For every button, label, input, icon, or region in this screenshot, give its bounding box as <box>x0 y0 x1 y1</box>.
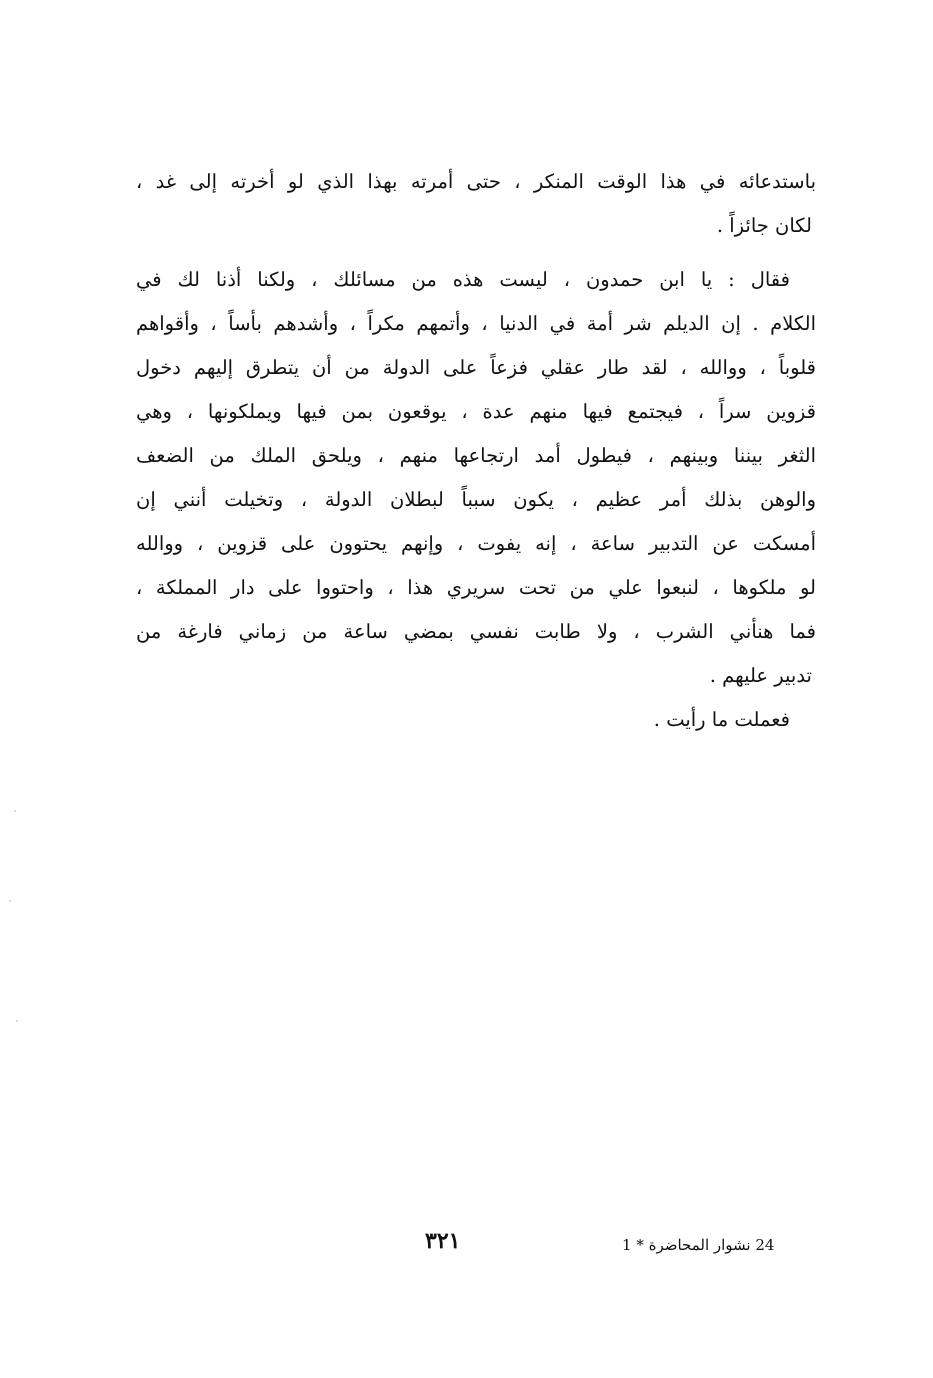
text-line-1: باستدعائه في هذا الوقت المنكر ، حتى أمرته بهذا الذي لو أخرته إلى غد ، <box>136 170 816 193</box>
text-line-5: قلوباً ، ووالله ، لقد طار عقلي فزعاً على الدولة من أن يتطرق إليهم دخول <box>136 356 816 379</box>
printer-signature: 24 نشوار المحاضرة * 1 <box>622 1236 775 1254</box>
scan-speck <box>14 810 16 812</box>
text-line-9: أمسكت عن التدبير ساعة ، إنه يفوت ، وإنهم يحتوون على قزوين ، ووالله <box>136 532 816 555</box>
text-line-4: الكلام . إن الديلم شر أمة في الدنيا ، وأتمهم مكراً ، وأشدهم بأساً ، وأقواهم <box>136 312 816 335</box>
text-line-3: فقال : يا ابن حمدون ، ليست هذه من مسائلك ، ولكنا أذنا لك في <box>136 268 790 291</box>
text-line-8: والوهن بذلك أمر عظيم ، يكون سبباً لبطلان الدولة ، وتخيلت أنني إن <box>136 488 816 511</box>
text-line-10: لو ملكوها ، لنبعوا علي من تحت سريري هذا ، واحتووا على دار المملكة ، <box>136 576 816 599</box>
scan-speck <box>9 900 11 902</box>
text-line-11: فما هنأني الشرب ، ولا طابت نفسي بمضي ساعة من زماني فارغة من <box>136 620 816 643</box>
text-line-2: لكان جائزاً . <box>716 214 812 237</box>
scan-speck <box>16 1020 18 1022</box>
page-footer <box>0 1224 933 1264</box>
body-text <box>136 160 816 742</box>
text-line-12: تدبير عليهم . <box>709 664 812 687</box>
text-line-7: الثغر بيننا وبينهم ، فيطول أمد ارتجاعها منهم ، ويلحق الملك من الضعف <box>136 444 816 467</box>
text-line-13: فعملت ما رأيت . <box>653 708 790 731</box>
page-number: ٣٢١ <box>425 1228 461 1254</box>
text-line-6: قزوين سراً ، فيجتمع فيها منهم عدة ، يوقعون بمن فيها ويملكونها ، وهي <box>136 400 816 423</box>
